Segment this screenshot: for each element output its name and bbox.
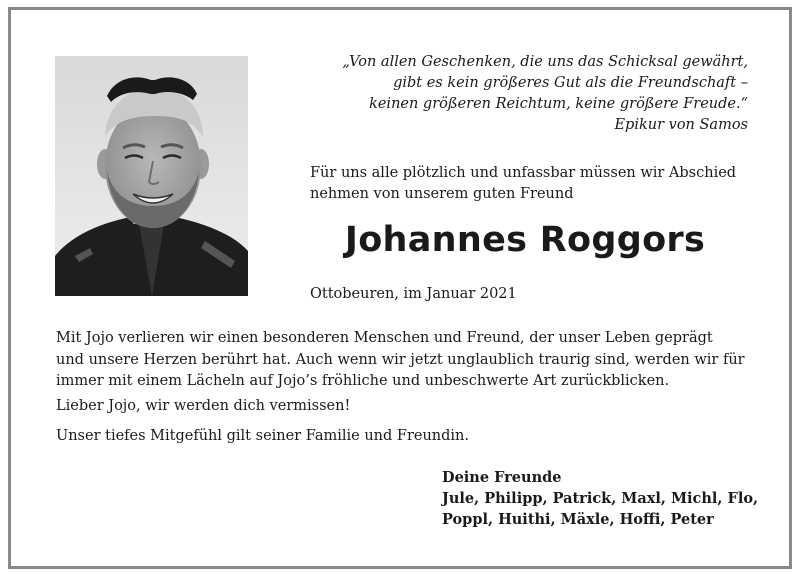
intro-line: Für uns alle plötzlich und unfassbar müssen wir Abschied — [310, 165, 737, 181]
place-date: Ottobeuren, im Januar 2021 — [310, 286, 517, 302]
intro-text — [310, 163, 760, 205]
deceased-name: Johannes Roggors — [344, 220, 706, 260]
signature-names: Jule, Philipp, Patrick, Maxl, Michl, Flo, — [442, 490, 759, 507]
intro-line: nehmen von unserem guten Freund — [310, 186, 574, 202]
body-line: immer mit einem Lächeln auf Jojo’s fröhliche und unbeschwerte Art zurückblicken. — [56, 373, 670, 389]
signature-block — [442, 467, 758, 530]
epigraph-quote — [328, 52, 748, 136]
quote-line: keinen größeren Reichtum, keine größere Freude.“ — [369, 96, 748, 112]
quote-author: Epikur von Samos — [614, 117, 748, 133]
portrait-photo — [55, 56, 248, 296]
sympathy-line: Unser tiefes Mitgefühl gilt seiner Familie und Freundin. — [56, 428, 470, 444]
body-line: Mit Jojo verlieren wir einen besonderen Menschen und Freund, der unser Leben geprägt — [56, 330, 713, 346]
quote-line: „Von allen Geschenken, die uns das Schicksal gewährt, — [342, 54, 748, 70]
signature-heading: Deine Freunde — [442, 469, 562, 486]
farewell-line: Lieber Jojo, wir werden dich vermissen! — [56, 398, 351, 414]
body-paragraph — [56, 328, 746, 393]
quote-line: gibt es kein größeres Gut als die Freundschaft – — [393, 75, 748, 91]
signature-names: Poppl, Huithi, Mäxle, Hoffi, Peter — [442, 511, 714, 528]
body-line: und unsere Herzen berührt hat. Auch wenn wir jetzt unglaublich traurig sind, werden wir für — [56, 351, 745, 368]
